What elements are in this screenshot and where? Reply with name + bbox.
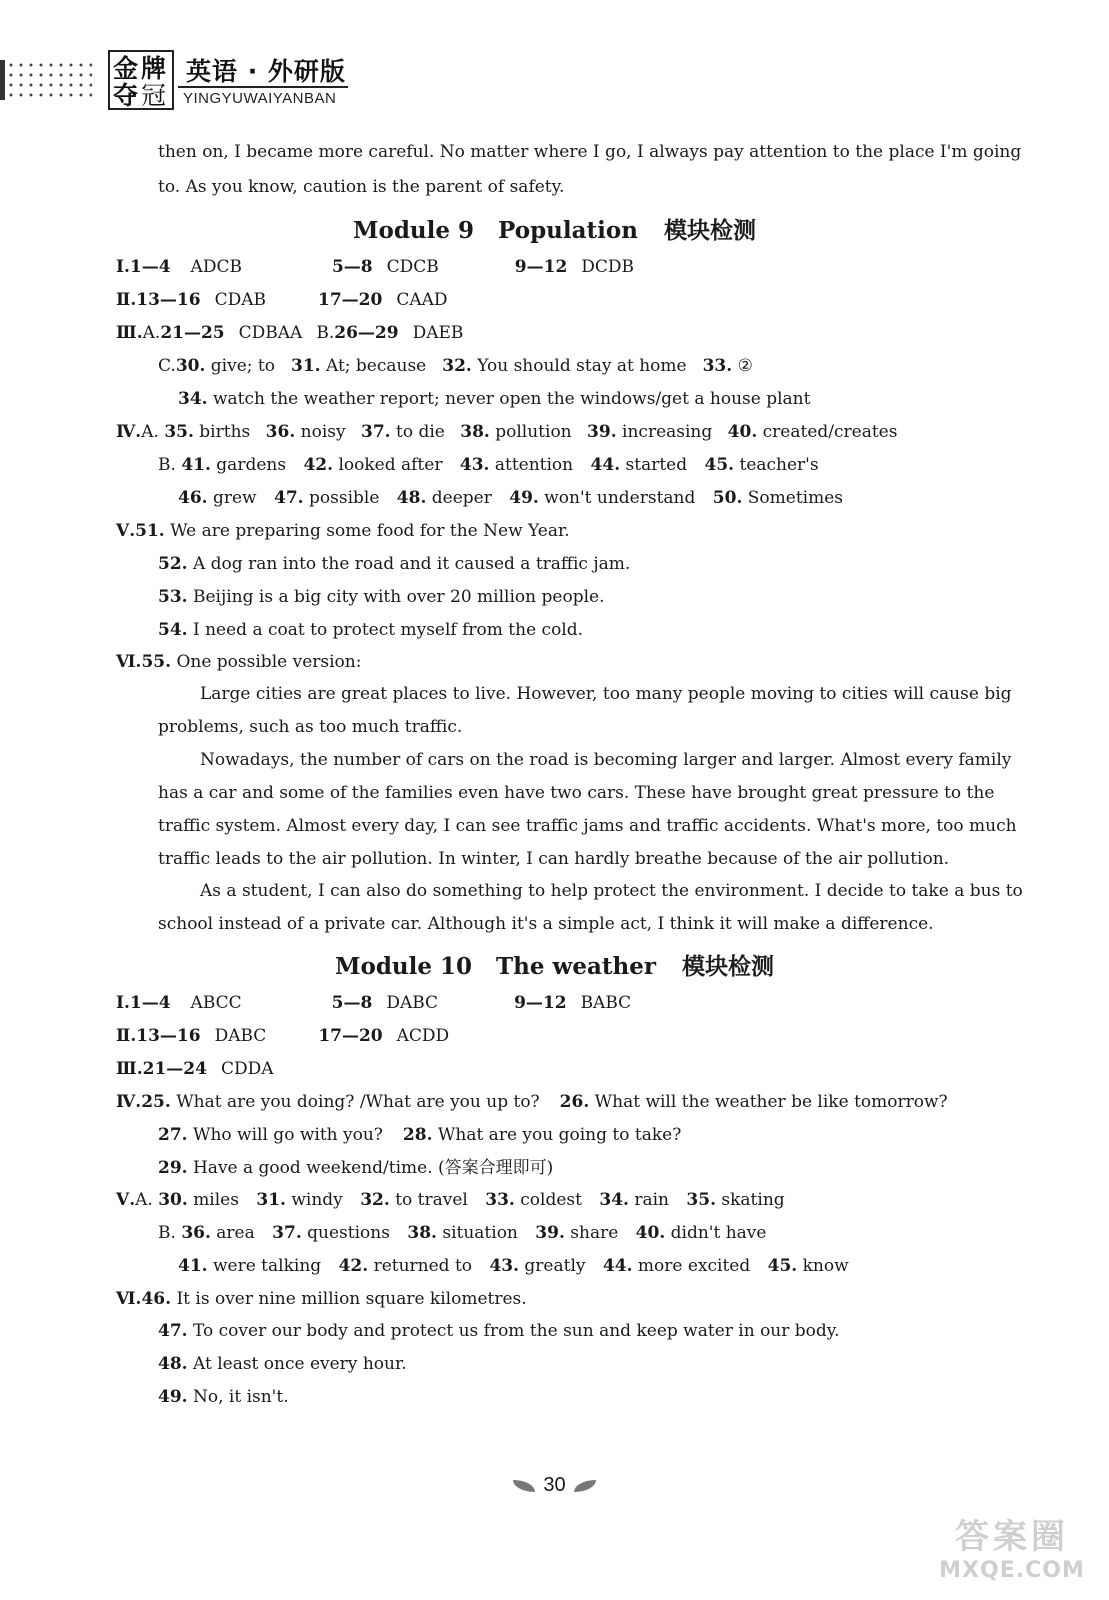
section-label: Ⅳ. (116, 1092, 142, 1112)
answer-value: greatly (524, 1256, 586, 1276)
answer-row (116, 1025, 449, 1047)
item-number: 39. (535, 1223, 565, 1243)
answer-value: Have a good weekend/time. (答案合理即可) (192, 1158, 554, 1178)
item-number: 34. (178, 389, 208, 409)
item-number: 31. (256, 1190, 286, 1210)
part-label: C. (158, 356, 176, 376)
answer-value: looked after (338, 455, 443, 475)
item-number: 38. (407, 1223, 437, 1243)
answer-value: ACDD (396, 1026, 450, 1046)
answer-value: ADCB (190, 257, 242, 277)
logo-char: 金 (113, 54, 139, 83)
text-line: then on, I became more careful. No matter where I go, I always pay attention to the place I'm going (158, 142, 1022, 162)
answer-row (178, 388, 810, 410)
leaf-icon (513, 1480, 535, 1492)
item-number: 31. (290, 356, 321, 376)
item-number: 25. (141, 1092, 171, 1112)
answer-value: area (216, 1223, 255, 1243)
answer-row (116, 289, 448, 311)
answer-row (158, 553, 630, 575)
answer-row (158, 454, 819, 476)
answer-row (158, 1386, 289, 1408)
answer-value: A dog ran into the road and it caused a traffic jam. (192, 554, 631, 574)
section-label: Ⅲ. (116, 323, 143, 343)
answer-value: share (570, 1223, 619, 1243)
item-number: 29. (158, 1158, 188, 1178)
item-number: 45. (704, 455, 735, 475)
logo-char: 夺 (113, 81, 139, 110)
section-label: Ⅲ. (116, 1059, 143, 1079)
answer-value: What are you doing? /What are you up to? (176, 1092, 540, 1112)
item-number: 33. (485, 1190, 515, 1210)
item-range: 5—8 (331, 257, 373, 277)
answer-value: grew (212, 488, 257, 508)
answer-row (116, 651, 361, 673)
subject-pinyin: YINGYUWAIYANBAN (183, 90, 337, 107)
answer-value: Sometimes (747, 488, 844, 508)
item-number: 30. (175, 356, 206, 376)
answer-value: won't understand (544, 488, 696, 508)
answer-value: noisy (300, 422, 346, 442)
answer-value: attention (494, 455, 574, 475)
item-number: 52. (158, 554, 188, 574)
answer-value: ② (737, 356, 753, 376)
answer-row (178, 1255, 849, 1277)
item-number: 32. (442, 356, 472, 376)
answer-row (116, 1091, 948, 1113)
essay-line: Nowadays, the number of cars on the road is becoming larger and larger. Almost every family (200, 750, 1012, 770)
header-bar-decoration (0, 60, 5, 100)
answer-value: You should stay at home (477, 356, 687, 376)
item-number: 47. (274, 488, 304, 508)
essay-line: school instead of a private car. Although it's a simple act, I think it will make a difference. (158, 914, 934, 934)
answer-value: DABC (386, 993, 439, 1013)
answer-value: I need a coat to protect myself from the cold. (192, 620, 584, 640)
answer-value: were talking (212, 1256, 322, 1276)
answer-value: give; to (210, 356, 275, 376)
answer-value: No, it isn't. (192, 1387, 289, 1407)
item-number: 42. (338, 1256, 369, 1276)
essay-line: problems, such as too much traffic. (158, 717, 463, 737)
essay-line: traffic leads to the air pollution. In winter, I can hardly breathe because of the air pollution. (158, 849, 950, 869)
item-number: 48. (396, 488, 427, 508)
answer-value: ABCC (190, 993, 242, 1013)
item-number: 43. (459, 455, 490, 475)
item-number: 43. (489, 1256, 520, 1276)
section-label: Ⅵ. (116, 1289, 142, 1309)
answer-value: created/creates (762, 422, 898, 442)
section-label: Ⅱ. (116, 290, 137, 310)
answer-value: Beijing is a big city with over 20 million people. (192, 587, 605, 607)
answer-value: know (802, 1256, 849, 1276)
part-label: A. (141, 422, 159, 442)
answer-row (158, 1320, 840, 1342)
item-range: 1—4 (129, 257, 171, 277)
answer-row (116, 1058, 274, 1080)
item-number: 50. (712, 488, 743, 508)
module-title: Module 9 Population (353, 217, 638, 244)
answer-value: windy (291, 1190, 343, 1210)
answer-value: CDDA (220, 1059, 274, 1079)
answer-value: CDCB (386, 257, 439, 277)
item-number: 51. (135, 521, 165, 541)
answer-value: gardens (216, 455, 287, 475)
item-number: 26. (559, 1092, 590, 1112)
module-heading (0, 212, 1109, 245)
item-range: 9—12 (514, 257, 568, 277)
item-number: 42. (303, 455, 334, 475)
answer-value: To cover our body and protect us from the sun and keep water in our body. (192, 1321, 840, 1341)
item-number: 44. (602, 1256, 633, 1276)
item-range: 9—12 (514, 993, 567, 1013)
section-label: Ⅰ. (116, 993, 130, 1013)
item-range: 5—8 (331, 993, 373, 1013)
answer-row (116, 1288, 527, 1310)
answer-value: What are you going to take? (437, 1125, 682, 1145)
item-number: 36. (265, 422, 296, 442)
section-label: Ⅴ. (116, 521, 136, 541)
header-underline (178, 86, 348, 88)
essay-line: traffic system. Almost every day, I can see traffic jams and traffic accidents. What's more, too much (158, 816, 1017, 836)
answer-value: DCDB (581, 257, 635, 277)
answer-value: situation (442, 1223, 518, 1243)
answer-value: Who will go with you? (192, 1125, 383, 1145)
watermark (927, 1516, 1097, 1592)
answer-value: It is over nine million square kilometres. (176, 1289, 527, 1309)
answer-value: We are preparing some food for the New Year. (170, 521, 570, 541)
module-title: Module 10 The weather (335, 953, 656, 980)
answer-value: miles (193, 1190, 239, 1210)
answer-value: At least once every hour. (192, 1354, 407, 1374)
module-title-zh: 模块检测 (681, 954, 774, 980)
essay-line: Large cities are great places to live. However, too many people moving to cities will cause big (200, 684, 1012, 704)
answer-value: BABC (580, 993, 632, 1013)
item-range: 13—16 (136, 290, 201, 310)
answer-value: watch the weather report; never open the windows/get a house plant (212, 389, 811, 409)
item-range: 17—20 (318, 290, 383, 310)
item-number: 46. (178, 488, 208, 508)
answer-row (116, 1189, 785, 1211)
answer-value: possible (309, 488, 380, 508)
answer-value: deeper (431, 488, 492, 508)
answer-row (158, 1222, 766, 1244)
answer-value: to die (395, 422, 445, 442)
item-number: 32. (360, 1190, 390, 1210)
answer-row (116, 256, 634, 278)
answer-value: CDBAA (238, 323, 303, 343)
answer-value: One possible version: (176, 652, 362, 672)
answer-value: returned to (373, 1256, 473, 1276)
answer-value: teacher's (739, 455, 819, 475)
answer-value: skating (721, 1190, 785, 1210)
item-range: 21—25 (160, 323, 225, 343)
section-label: Ⅰ. (116, 257, 130, 277)
leaf-icon (574, 1480, 596, 1492)
watermark-url: MXQE.COM (939, 1558, 1085, 1583)
answer-row (158, 355, 753, 377)
header-dot-pattern (6, 60, 92, 100)
item-range: 21—24 (142, 1059, 207, 1079)
logo-char: 牌 (141, 54, 167, 83)
answer-row (116, 322, 463, 344)
item-number: 55. (141, 652, 172, 672)
answer-value: started (625, 455, 688, 475)
item-number: 40. (635, 1223, 666, 1243)
part-label: B. (316, 323, 335, 343)
item-range: 1—4 (129, 993, 171, 1013)
page-header (0, 42, 420, 114)
item-number: 37. (361, 422, 391, 442)
item-number: 47. (158, 1321, 188, 1341)
watermark-text: 答案圈 (955, 1517, 1069, 1557)
answer-row (158, 586, 604, 608)
answer-row (158, 619, 583, 641)
answer-value: to travel (395, 1190, 468, 1210)
item-number: 28. (402, 1125, 433, 1145)
answer-value: didn't have (670, 1223, 767, 1243)
section-label: Ⅴ. (116, 1190, 136, 1210)
essay-line: has a car and some of the families even have two cars. These have brought great pressure to the (158, 783, 995, 803)
brand-logo (108, 50, 174, 110)
logo-char: 冠 (141, 81, 167, 110)
page-number (0, 1474, 1109, 1497)
item-number: 44. (590, 455, 621, 475)
section-label: Ⅱ. (116, 1026, 137, 1046)
answer-row (116, 992, 631, 1014)
part-label: A. (135, 1190, 153, 1210)
answer-value: At; because (325, 356, 427, 376)
answer-row (158, 1124, 681, 1146)
answer-value: coldest (520, 1190, 582, 1210)
part-label: B. (158, 455, 176, 475)
item-number: 41. (181, 455, 211, 475)
answer-row (158, 1353, 407, 1375)
essay-line: As a student, I can also do something to help protect the environment. I decide to take a bus to (200, 881, 1023, 901)
item-number: 39. (587, 422, 617, 442)
answer-value: CDAB (214, 290, 266, 310)
item-number: 34. (599, 1190, 629, 1210)
item-number: 35. (686, 1190, 716, 1210)
item-range: 26—29 (334, 323, 399, 343)
answer-value: increasing (622, 422, 713, 442)
section-label: Ⅵ. (116, 652, 142, 672)
item-number: 45. (767, 1256, 798, 1276)
item-number: 30. (158, 1190, 188, 1210)
page-number-text: 30 (543, 1474, 566, 1496)
part-label: B. (158, 1223, 176, 1243)
answer-value: What will the weather be like tomorrow? (594, 1092, 948, 1112)
item-number: 49. (509, 488, 539, 508)
item-number: 46. (141, 1289, 172, 1309)
item-number: 27. (158, 1125, 188, 1145)
item-number: 38. (460, 422, 490, 442)
item-number: 41. (178, 1256, 208, 1276)
subject-title: 英语 · 外研版 (186, 57, 346, 86)
item-number: 40. (727, 422, 758, 442)
module-title-zh: 模块检测 (663, 218, 756, 244)
item-number: 36. (181, 1223, 211, 1243)
answer-value: DABC (214, 1026, 267, 1046)
module-heading (0, 948, 1109, 981)
item-number: 37. (272, 1223, 302, 1243)
answer-row (158, 1157, 553, 1179)
answer-row (116, 421, 897, 443)
answer-value: pollution (495, 422, 572, 442)
answer-value: DAEB (412, 323, 464, 343)
part-label: A. (142, 323, 161, 343)
item-number: 49. (158, 1387, 188, 1407)
answer-value: more excited (637, 1256, 751, 1276)
item-number: 54. (158, 620, 188, 640)
item-range: 17—20 (318, 1026, 383, 1046)
answer-row (178, 487, 843, 509)
item-number: 33. (702, 356, 733, 376)
answer-value: births (199, 422, 251, 442)
item-range: 13—16 (136, 1026, 201, 1046)
answer-value: CAAD (396, 290, 448, 310)
text-line: to. As you know, caution is the parent of safety. (158, 177, 565, 197)
section-label: Ⅳ. (116, 422, 142, 442)
answer-value: questions (307, 1223, 390, 1243)
item-number: 53. (158, 587, 188, 607)
item-number: 48. (158, 1354, 188, 1374)
answer-row (116, 520, 570, 542)
answer-value: rain (634, 1190, 669, 1210)
item-number: 35. (164, 422, 194, 442)
